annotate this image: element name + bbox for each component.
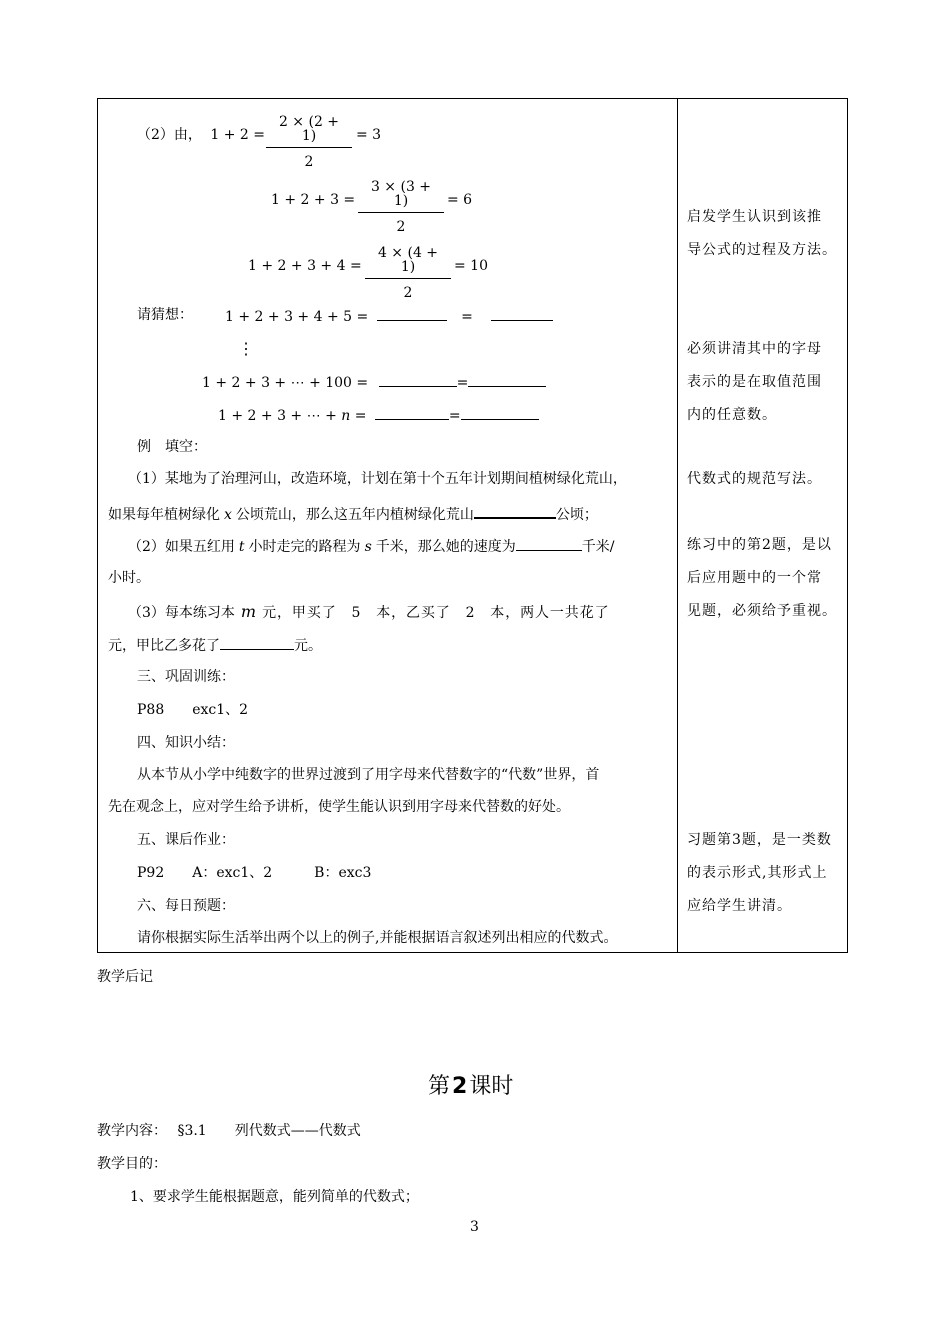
eq-row1-rhs: = 3: [356, 127, 382, 143]
section-3-heading: 三、巩固训练：: [137, 669, 235, 685]
answer-blank[interactable]: [474, 505, 556, 519]
guess-3-eq2: =: [448, 408, 461, 424]
lesson-title-suffix: 课时: [469, 1074, 514, 1099]
note-3: 代数式的规范写法。: [687, 471, 822, 487]
guess-3-expr: 1 + 2 + 3 + ⋯ +: [218, 408, 337, 424]
goal-item-1: 1、要求学生能根据题意，能列简单的代数式；: [130, 1189, 419, 1205]
q1-var-x: x: [224, 507, 232, 523]
example-q2-line2: 小时。: [108, 570, 150, 586]
q3-var-m: m: [240, 602, 257, 621]
section-6-content: 请你根据实际生活举出两个以上的例子,并能根据语言叙述列出相应的代数式。: [137, 930, 618, 946]
eq-row3-rhs: = 10: [454, 258, 488, 274]
answer-blank[interactable]: [377, 308, 447, 321]
q2-var-t: t: [238, 539, 245, 555]
q3-text-b: 元，甲买了 5 本，乙买了 2 本，两人一共花了: [262, 605, 610, 621]
guess-1-eq: =: [461, 309, 473, 325]
lesson-title-prefix: 第: [428, 1074, 451, 1099]
guess-1-expr: 1 + 2 + 3 + 4 + 5 =: [225, 309, 369, 325]
q2-text-b: 小时走完的路程为: [248, 539, 361, 555]
answer-blank[interactable]: [516, 538, 582, 551]
note-2-line3: 内的任意数。: [687, 407, 777, 423]
section-3-content: P88 exc1、2: [137, 702, 249, 718]
vertical-ellipsis: ⋮: [238, 339, 254, 358]
guess-line-1: [225, 308, 553, 324]
section-6-heading: 六、每日预题：: [137, 898, 235, 914]
page-number: 3: [470, 1219, 479, 1235]
q1-text-c: 公顷；: [555, 507, 598, 523]
eq-row2-numerator: 3 × (3 + 1): [358, 180, 444, 213]
guess-line-3: [218, 407, 539, 423]
q1-text-a: 如果每年植树绿化: [108, 507, 220, 523]
guess-3-eq: =: [354, 408, 367, 424]
eq-intro: [137, 128, 265, 142]
eq-row1-fraction: [266, 115, 352, 169]
note-1-line2: 导公式的过程及方法。: [687, 242, 837, 258]
guess-label: 请猜想：: [137, 307, 193, 323]
content-label: 教学内容：: [97, 1123, 167, 1139]
section-4-line2: 先在观念上，应对学生给予讲析，使学生能认识到用字母来代替数的好处。: [108, 799, 570, 815]
content-line: [97, 1124, 361, 1138]
q3-text-c: 元，甲比乙多花了: [108, 638, 220, 654]
lesson-table: [97, 98, 848, 953]
eq-row1-numerator: 2 × (2 + 1): [266, 115, 352, 148]
example-heading: 例 填空：: [137, 439, 207, 455]
eq-row1-denominator: 2: [304, 154, 314, 170]
q1-text-b: 公顷荒山，那么这五年内植树绿化荒山: [235, 507, 474, 523]
q2-text-a: （2）如果五红用: [128, 539, 235, 555]
note-4-line1: 练习中的第2题，是以: [687, 537, 832, 553]
note-4-line3: 见题，必须给予重视。: [687, 603, 837, 619]
eq-intro-label: （2）由，: [137, 127, 202, 143]
eq-row2-lhs: 1 + 2 + 3 =: [271, 192, 356, 208]
answer-blank[interactable]: [220, 637, 294, 650]
table-column-divider: [677, 98, 678, 953]
eq-row3-denominator: 2: [403, 285, 413, 301]
eq-row3-lhs: 1 + 2 + 3 + 4 =: [248, 258, 362, 274]
example-q3-line1: [128, 604, 610, 620]
note-2-line1: 必须讲清其中的字母: [687, 341, 822, 357]
lesson-title-number: 2: [452, 1074, 468, 1099]
answer-blank[interactable]: [461, 407, 539, 420]
eq-row3-numerator: 4 × (4 + 1): [365, 246, 451, 279]
note-5-line3: 应给学生讲清。: [687, 898, 792, 914]
q3-text-d: 元。: [294, 638, 322, 654]
guess-line-2: [202, 374, 546, 390]
lesson-title: [428, 1076, 513, 1098]
content-value: §3.1 列代数式——代数式: [177, 1123, 361, 1139]
q2-text-c: 千米，那么她的速度为: [375, 539, 516, 555]
answer-blank[interactable]: [491, 308, 553, 321]
guess-2-expr: 1 + 2 + 3 + ⋯ + 100 =: [202, 375, 369, 391]
guess-3-var-n: n: [341, 408, 351, 424]
eq-row2-fraction: [358, 180, 444, 234]
section-5-content: P92 A：exc1、2 B：exc3: [137, 865, 372, 881]
goal-label: 教学目的：: [97, 1156, 167, 1172]
section-4-line1: 从本节从小学中纯数字的世界过渡到了用字母来代替数字的“代数”世界，首: [137, 767, 600, 783]
answer-blank[interactable]: [468, 374, 546, 387]
note-1-line1: 启发学生认识到该推: [687, 209, 822, 225]
q3-text-a: （3）每本练习本: [128, 605, 235, 621]
note-5-line2: 的表示形式,其形式上: [687, 865, 828, 881]
q2-text-d: 千米/: [581, 539, 615, 555]
section-4-heading: 四、知识小结：: [137, 735, 235, 751]
example-q1-line2: [108, 505, 598, 522]
answer-blank[interactable]: [379, 374, 457, 387]
note-4-line2: 后应用题中的一个常: [687, 570, 822, 586]
section-5-heading: 五、课后作业：: [137, 832, 235, 848]
guess-2-eq: =: [456, 375, 469, 391]
example-q1-line1: （1）某地为了治理河山，改造环境，计划在第十个五年计划期间植树绿化荒山，: [128, 471, 627, 487]
answer-blank[interactable]: [375, 407, 449, 420]
example-q2-line1: [128, 538, 614, 554]
teaching-postscript: 教学后记: [97, 969, 153, 985]
eq-row1-lhs: 1 + 2 =: [210, 127, 266, 143]
eq-row2-rhs: = 6: [447, 192, 473, 208]
q2-var-s: s: [364, 539, 372, 555]
eq-row3-fraction: [365, 246, 451, 300]
example-q3-line2: [108, 637, 322, 653]
note-2-line2: 表示的是在取值范围: [687, 374, 822, 390]
eq-row2-denominator: 2: [396, 219, 406, 235]
note-5-line1: 习题第3题，是一类数: [687, 832, 832, 848]
